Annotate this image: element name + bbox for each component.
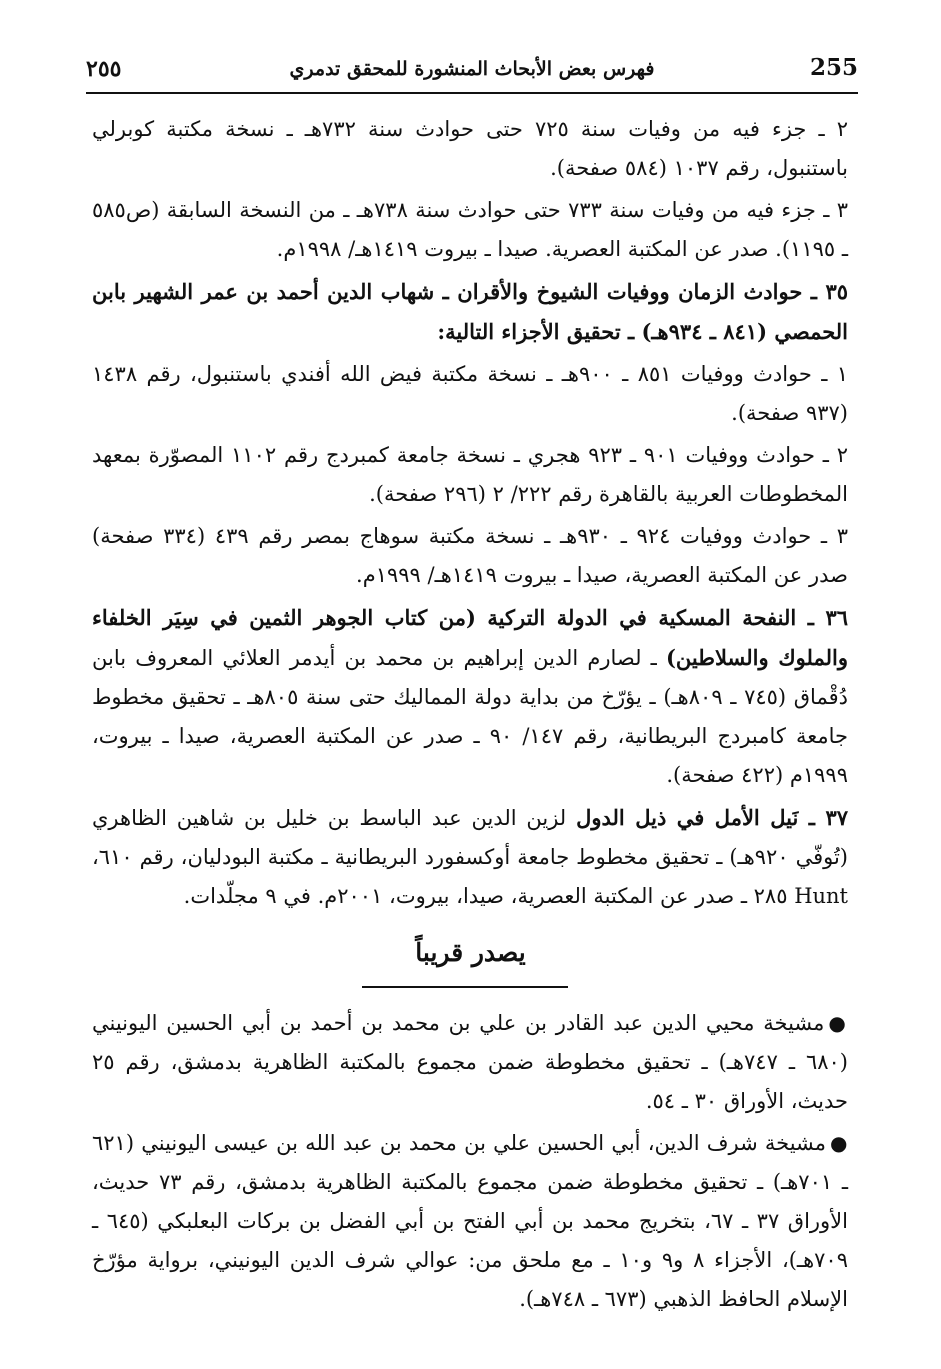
entry-text: لزين الدين عبد الباسط بن خليل بن شاهين الظاهري (تُوفّي ٩٢٠هـ) ـ تحقيق مخطوط جامعة أوكسفورد البريطانية ـ مكتبة البودليان، رقم ٦١٠، Hunt ٢٨٥ ـ صدر عن المكتبة العصرية، صيدا، بيروت، ٢٠٠١م. في ٩ مجلّدات. bbox=[92, 806, 849, 908]
section-rule bbox=[362, 986, 568, 988]
entry-item bbox=[92, 798, 848, 916]
section-heading: يصدر قريباً bbox=[415, 938, 526, 967]
list-item bbox=[92, 1124, 848, 1319]
list-item-text: مشيخة شرف الدين، أبي الحسين علي بن محمد بن عبد الله بن عيسى اليونيني (٦٢١ ـ ٧٠١هـ) ـ تحقيق مخطوطة ضمن مجموع بالمكتبة الظاهرية بدمشق، رقم ٧٣ حديث، الأوراق ٣٧ ـ ٦٧، بتخريج محمد بن أبي الفتح بن أبي الفضل بن بركات البعلبكي (٦٤٥ ـ ٧٠٩هـ)، الأجزاء ٨ و٩ و١٠ ـ مع ملحق من: عوالي شرف الدين اليونيني، برواية مؤرّخ الإسلام الحافظ الذهبي (٦٧٣ ـ ٧٤٨هـ). bbox=[92, 1131, 848, 1311]
entry-text: ٣ ـ حوادث ووفيات ٩٢٤ ـ ٩٣٠هـ ـ نسخة مكتبة سوهاج بمصر رقم ٤٣٩ (٣٣٤ صفحة) صدر عن المكتبة العصرية، صيدا ـ بيروت ١٤١٩هـ/ ١٩٩٩م. bbox=[92, 524, 849, 587]
page-number-latin: 255 bbox=[809, 54, 858, 81]
page-number-arabic: ٢٥٥ bbox=[86, 56, 122, 82]
entry-item bbox=[92, 436, 848, 514]
upcoming-list bbox=[92, 1004, 848, 1322]
entry-title: ٣٦ ـ النفحة المسكية في الدولة التركية (من كتاب الجوهر الثمين في سِيَر الخلفاء والملوك والسلاطين) bbox=[92, 605, 849, 670]
entry-item bbox=[92, 355, 848, 433]
entry-text: ـ لصارم الدين إبراهيم بن محمد بن أيدمر العلائي المعروف بابن دُقْماق (٧٤٥ ـ ٨٠٩هـ) ـ يؤرّخ من بداية دولة المماليك حتى سنة ٨٠٥هـ ـ تحقيق مخطوط جامعة كامبردج البريطانية، رقم ١٤٧/ ٩٠ ـ صدر عن المكتبة العصرية، صيدا ـ بيروت، ١٩٩٩م (٤٢٢ صفحة). bbox=[92, 646, 848, 787]
page-header bbox=[86, 50, 858, 94]
running-title: فهرس بعض الأبحاث المنشورة للمحقق تدمري bbox=[289, 58, 655, 80]
bullet-icon: ● bbox=[830, 1131, 848, 1155]
header-rule bbox=[86, 92, 858, 94]
entry-item bbox=[92, 110, 848, 188]
entry-text: ٣ ـ جزء فيه من وفيات سنة ٧٣٣ حتى حوادث سنة ٧٣٨هـ ـ من النسخة السابقة (ص٥٨٥ ـ ١١٩٥). صدر عن المكتبة العصرية. صيدا ـ بيروت ١٤١٩هـ/ ١٩٩٨م. bbox=[92, 198, 849, 261]
entry-title: ٣٥ ـ حوادث الزمان ووفيات الشيوخ والأقران ـ شهاب الدين أحمد بن عمر الشهير بابن الحمصي (٨٤١ ـ ٩٣٤هـ) ـ تحقيق الأجزاء التالية: bbox=[92, 279, 848, 344]
entry-item bbox=[92, 272, 848, 352]
entry-item bbox=[92, 191, 848, 269]
list-item-text: مشيخة محيي الدين عبد القادر بن علي بن محمد بن أحمد بن أبي الحسين اليونيني (٦٨٠ ـ ٧٤٧هـ) ـ تحقيق مخطوطة ضمن مجموع بالمكتبة الظاهرية بدمشق، رقم ٢٥ حديث، الأوراق ٣٠ ـ ٥٤. bbox=[92, 1011, 848, 1113]
bullet-icon: ● bbox=[828, 1011, 848, 1035]
entry-item bbox=[92, 517, 848, 595]
entry-text: ٢ ـ جزء فيه من وفيات سنة ٧٢٥ حتى حوادث سنة ٧٣٢هـ ـ نسخة مكتبة كوبرلي باستنبول، رقم ١٠٣٧ (٥٨٤ صفحة). bbox=[92, 117, 848, 180]
entries-list bbox=[92, 110, 848, 919]
entry-text: ١ ـ حوادث ووفيات ٨٥١ ـ ٩٠٠هـ ـ نسخة مكتبة فيض الله أفندي باستنبول، رقم ١٤٣٨ (٩٣٧ صفحة). bbox=[92, 362, 849, 425]
entry-item bbox=[92, 598, 848, 795]
entry-title: ٣٧ ـ نَيل الأمل في ذيل الدول bbox=[576, 805, 848, 830]
entry-text: ٢ ـ حوادث ووفيات ٩٠١ ـ ٩٢٣ هجري ـ نسخة جامعة كمبردج رقم ١١٠٢ المصوّرة بمعهد المخطوطات العربية بالقاهرة رقم ٢٢٢/ ٢ (٢٩٦ صفحة). bbox=[92, 443, 848, 506]
list-item bbox=[92, 1004, 848, 1121]
